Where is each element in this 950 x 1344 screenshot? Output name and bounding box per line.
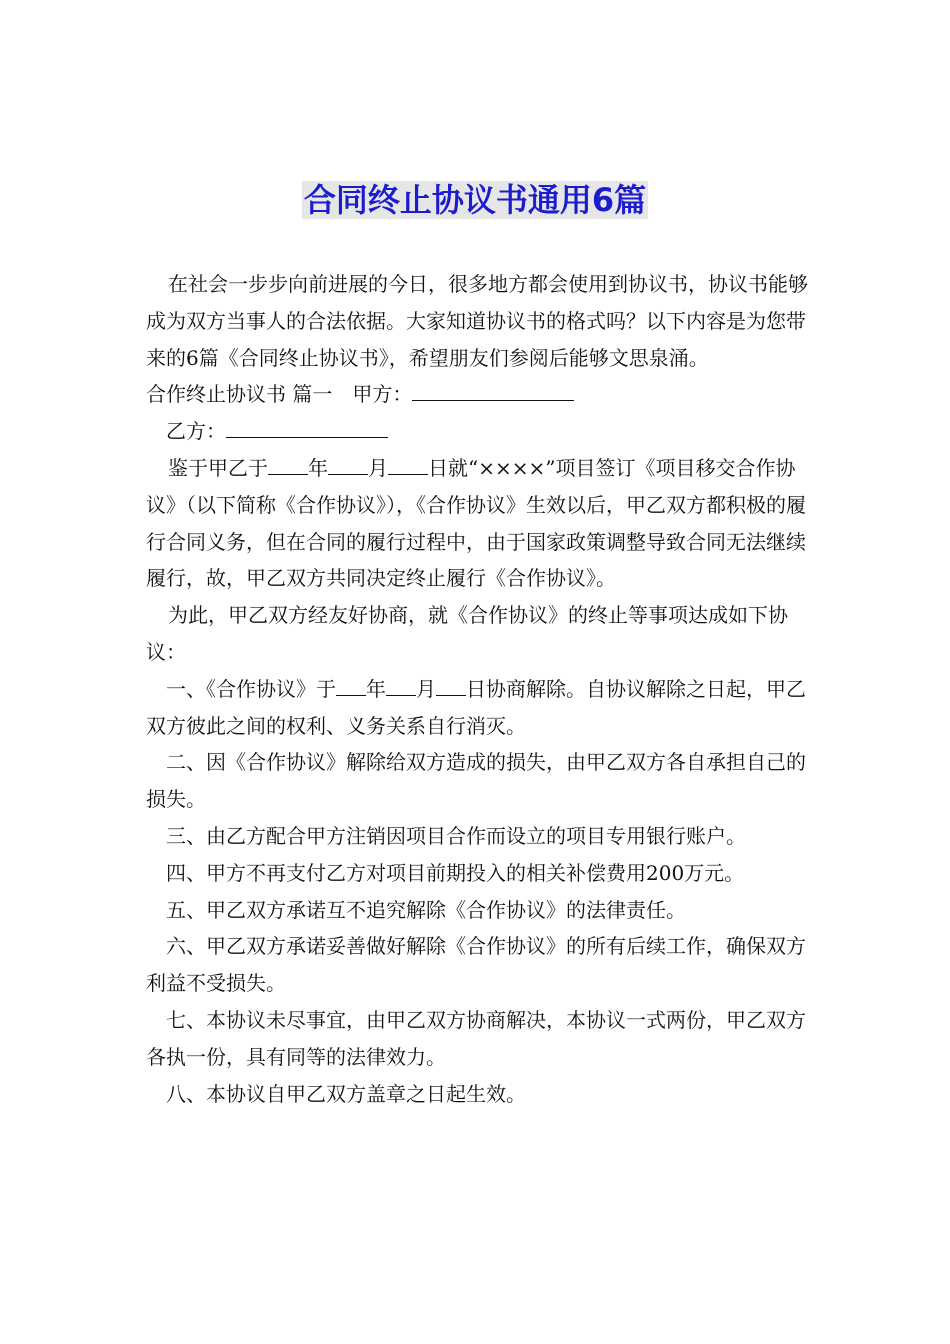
clause-5: 五、甲乙双方承诺互不追究解除《合作协议》的法律责任。 (166, 897, 686, 922)
clause-2: 二、因《合作协议》解除给双方造成的损失，由甲乙双方各自承担自己的损失。 (146, 750, 806, 812)
party-b-blank (226, 417, 388, 438)
document-body (146, 266, 812, 1112)
party-b-line (146, 413, 812, 450)
intro-paragraph: 在社会一步步向前进展的今日，很多地方都会使用到协议书，协议书能够成为双方当事人的合法依据。大家知道协议书的格式吗？以下内容是为您带来的6篇《合同终止协议书》，希望朋友们参阅后能够文思泉涌。 (146, 272, 808, 370)
recital-year-label: 年 (308, 455, 328, 480)
party-a-label: 甲方： (352, 382, 413, 407)
agreement-intro-paragraph: 为此，甲乙双方经友好协商，就《合作协议》的终止等事项达成如下协议： (146, 603, 788, 664)
clause-1-year-blank (336, 675, 366, 696)
clause-6: 六、甲乙双方承诺妥善做好解除《合作协议》的所有后续工作，确保双方利益不受损失。 (146, 934, 806, 996)
recital-text-2: 日就“××××”项目签订《项目移交合作协议》（以下简称《合作协议》），《合作协议》生效以后，甲乙双方都积极的履行合同义务，但在合同的履行过程中，由于国家政策调整导致合同无法继续履行，故，甲乙双方共同决定终止履行《合作协议》。 (146, 455, 806, 591)
clause-8: 八、本协议自甲乙双方盖章之日起生效。 (166, 1081, 526, 1106)
recital-month-label: 月 (368, 455, 388, 480)
clause-1-text-2: 日协商解除。自协议解除之日起，甲乙双方彼此之间的权利、义务关系自行消灭。 (146, 676, 806, 738)
party-b-label: 乙方： (166, 419, 226, 444)
clause-1-text-1: 一、《合作协议》于 (166, 676, 336, 701)
clause-3: 三、由乙方配合甲方注销因项目合作而设立的项目专用银行账户。 (166, 823, 746, 848)
section-1-heading-line (146, 376, 812, 413)
recital-paragraph (146, 450, 812, 597)
clause-1 (146, 671, 812, 745)
section-1-heading: 合作终止协议书 篇一 (146, 382, 333, 407)
clause-1-day-blank (436, 675, 466, 696)
recital-day-blank (388, 454, 428, 475)
clause-4: 四、甲方不再支付乙方对项目前期投入的相关补偿费用200万元。 (166, 860, 745, 885)
party-a-blank (412, 380, 574, 401)
document-title (0, 176, 950, 224)
clause-1-month-label: 月 (416, 676, 436, 701)
clause-1-year-label: 年 (366, 676, 386, 701)
recital-year-blank (268, 454, 308, 475)
clause-7: 七、本协议未尽事宜，由甲乙双方协商解决，本协议一式两份，甲乙双方各执一份，具有同等的法律效力。 (146, 1007, 806, 1069)
recital-month-blank (328, 454, 368, 475)
clause-1-month-blank (386, 675, 416, 696)
document-title-text: 合同终止协议书通用6篇 (303, 181, 647, 219)
recital-text-1: 鉴于甲乙于 (168, 455, 268, 480)
